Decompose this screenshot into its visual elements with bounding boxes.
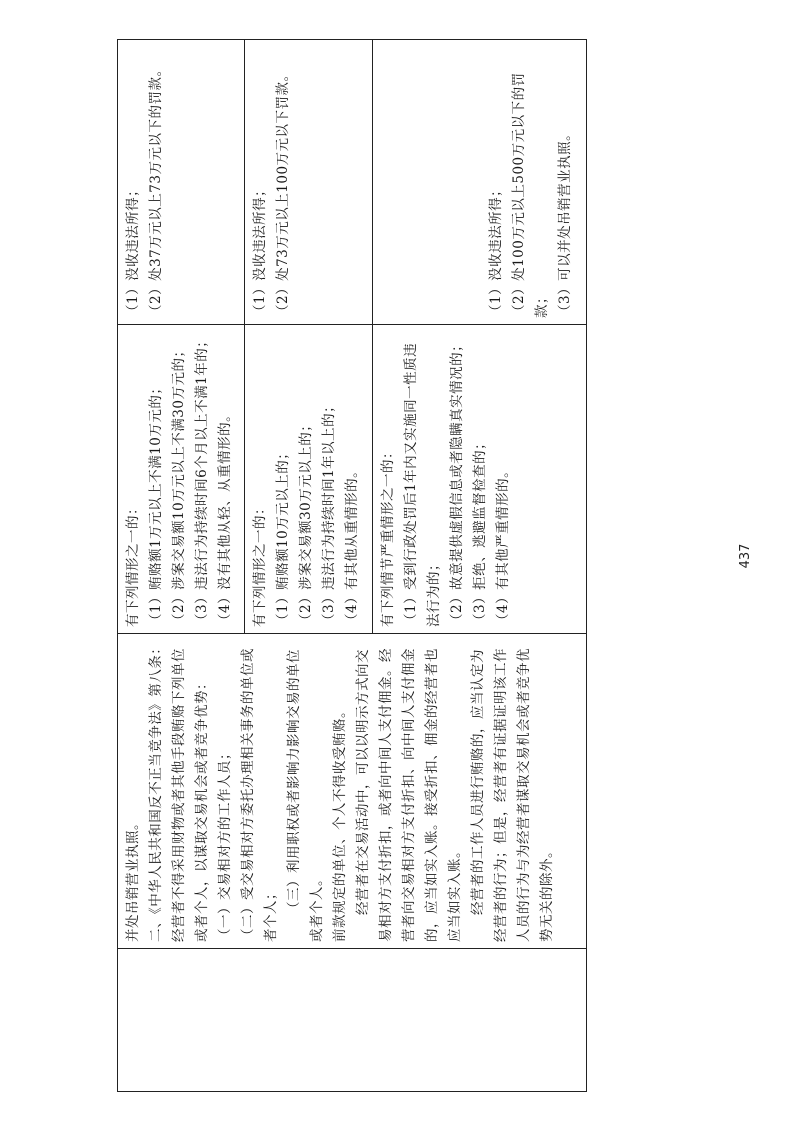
category-cell: [118, 949, 587, 1092]
penalty-cell-2: [245, 40, 372, 325]
circumstances-cell-3: [372, 325, 587, 634]
circumstance-line: （1）贿赂额10万元以上的；: [275, 445, 292, 627]
table-row: [118, 40, 245, 1092]
penalty-cell-1: [118, 40, 245, 325]
circumstance-line: （2）涉案交易额10万元以上不满30万元的；: [171, 343, 187, 627]
law-line: 前款规定的单位、个人不得收受贿赂。: [332, 704, 348, 942]
law-line: （二）受交易相对方委托办理相关事务的单位或者个人；: [240, 648, 279, 942]
circumstance-line: （4）有其他严重情形的。: [494, 463, 511, 627]
circumstance-line: 有下列情节严重情形之一的：: [379, 445, 396, 627]
law-line: 经营者的工作人员进行贿赂的，应当认定为经营者的行为；但是，经营者有证据证明该工作人员的行为与为经营者谋取交易机会或者竞争优势无关的除外。: [470, 648, 555, 942]
penalty-cell-3: [372, 40, 587, 325]
circumstance-line: （1）受到行政处罚后1年内又实施同一性质违法行为的；: [402, 342, 442, 627]
penalty-line: （1）没收违法所得；: [487, 182, 504, 318]
circumstances-cell-2: [245, 325, 372, 634]
penalty-line: （2）处37万元以上73万元以下的罚款。: [148, 62, 164, 318]
circumstance-line: （1）贿赂额1万元以上不满10万元的；: [148, 380, 164, 627]
circumstance-line: （4）没有其他从轻、从重情形的。: [217, 407, 233, 627]
law-line: 二、《中华人民共和国反不正当竞争法》第八条：经营者不得采用财物或者其他手段贿赂下列单位或者个人，以谋取交易机会或者竞争优势：: [148, 640, 210, 942]
legal-basis-cell: [118, 634, 587, 949]
circumstance-line: （3）拒绝、逃避监督检查的；: [471, 435, 488, 627]
circumstance-line: （2）涉案交易额30万元以上的；: [298, 417, 315, 627]
circumstance-line: （3）违法行为持续时间1年以上的；: [321, 398, 338, 627]
penalty-standards-table: [117, 39, 587, 1092]
circumstance-line: 有下列情形之一的：: [125, 501, 141, 627]
penalty-line: （2）处100万元以上500万元以下的罚款；: [510, 72, 550, 318]
penalty-line: （3）可以并处吊销营业执照。: [556, 126, 573, 318]
circumstance-line: （3）违法行为持续时间6个月以上不满1年的；: [194, 333, 210, 627]
penalty-line: （1）没收违法所得；: [125, 182, 141, 318]
circumstance-line: （4）有其他从重情形的。: [344, 463, 361, 627]
page-number: 437: [738, 543, 753, 569]
circumstance-line: （2）故意提供虚假信息或者隐瞒真实情况的；: [448, 337, 465, 627]
rotated-table-container: [117, 62, 587, 1092]
law-line: 经营者在交易活动中，可以以明示方式向交易相对方支付折扣，或者向中间人支付佣金。经营者向交易相对方支付折扣、向中间人支付佣金的，应当如实入账。接受折扣、佣金的经营者也应当如实入账。: [355, 648, 463, 942]
penalty-line: （1）没收违法所得；: [252, 182, 269, 318]
circumstance-line: 有下列情形之一的：: [252, 501, 269, 627]
law-line: （三）利用职权或者影响力影响交易的单位或者个人。: [286, 649, 325, 942]
law-line: （一）交易相对方的工作人员；: [217, 746, 233, 942]
penalty-line: （2）处73万元以上100万元以下罚款。: [275, 67, 292, 318]
law-line: 并处吊销营业执照。: [125, 816, 141, 942]
circumstances-cell-1: [118, 325, 245, 634]
